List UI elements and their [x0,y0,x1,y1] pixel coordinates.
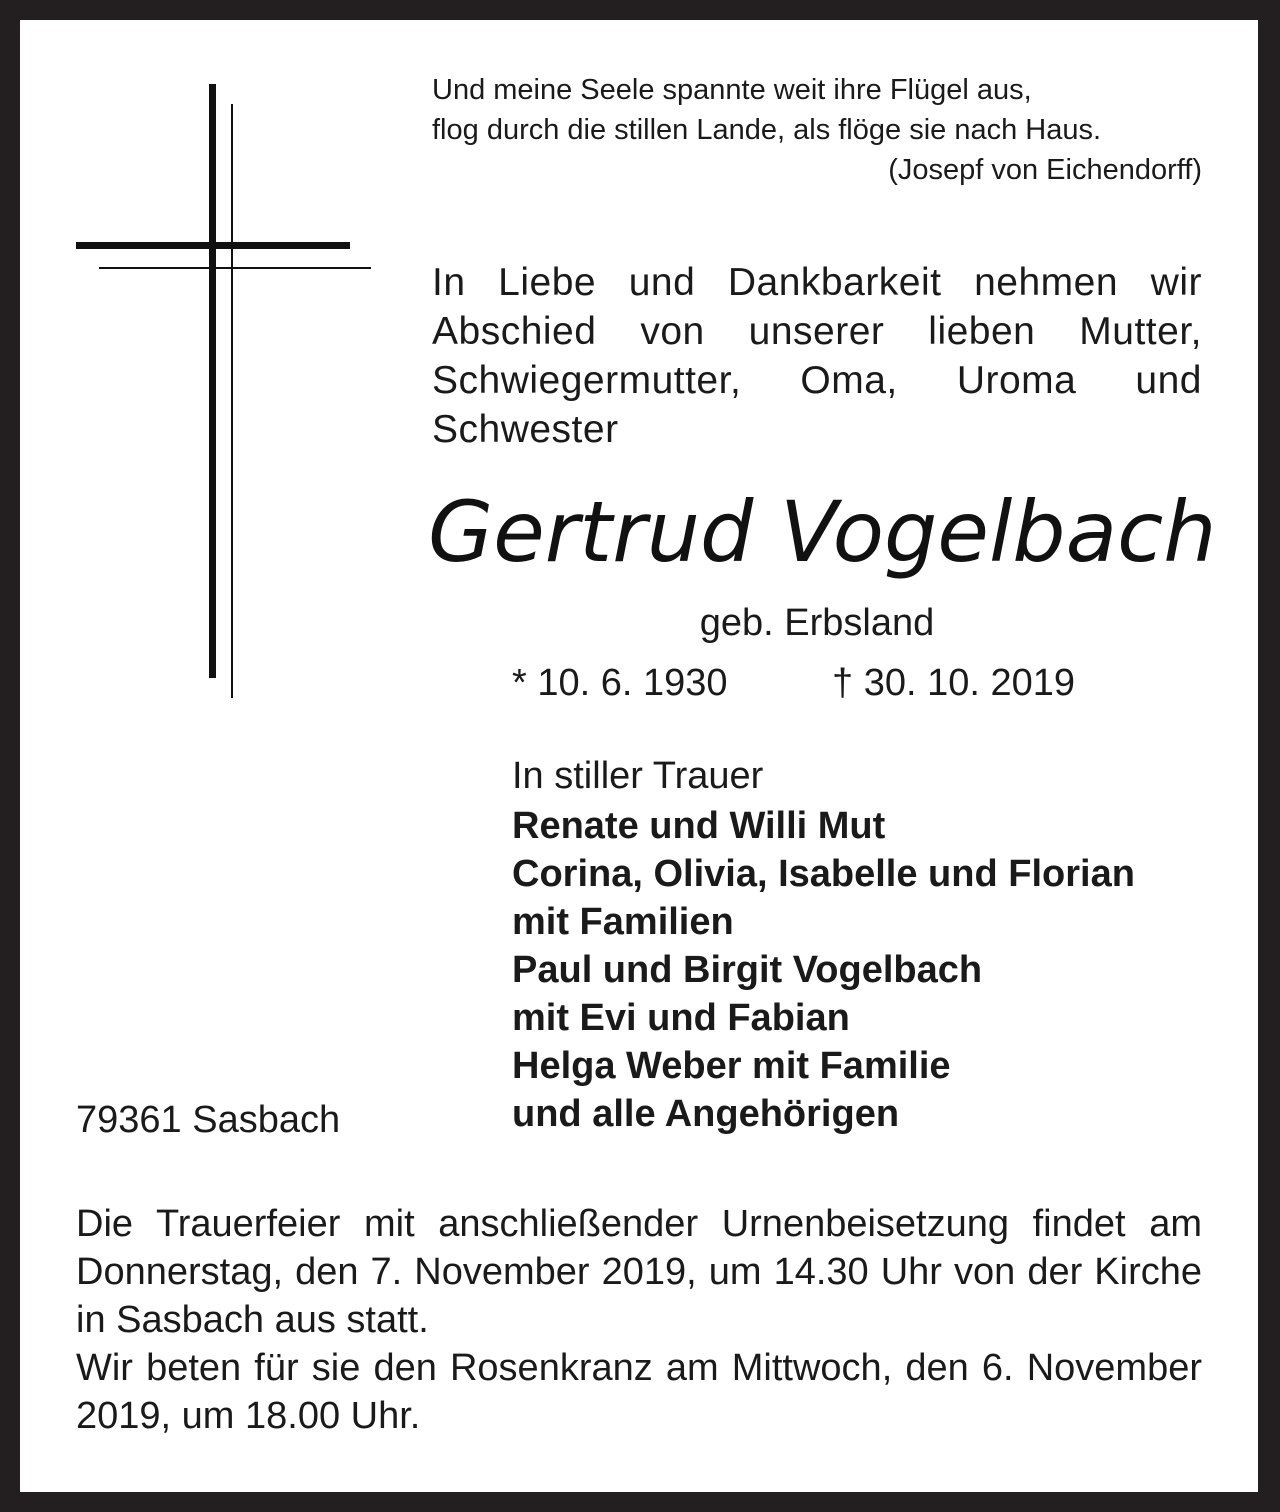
mourner-line: Renate und Willi Mut [512,805,886,847]
service-paragraph: Die Trauerfeier mit anschließender Urnenbeisetzung findet am Donnerstag, den 7. November 2019, um 14.30 Uhr von der Kirche in Sasbach aus statt. [76,1203,1202,1341]
mourner-line: Helga Weber mit Familie [512,1045,951,1087]
town-address: 79361 Sasbach [76,1099,341,1141]
rosary-paragraph: Wir beten für sie den Rosenkranz am Mittwoch, den 6. November 2019, um 18.00 Uhr. [76,1347,1202,1437]
birth-date: * 10. 6. 1930 [512,662,728,704]
cross-vertical-line [231,104,233,698]
mourners-block [512,752,1212,1138]
cross-horizontal-bar [76,242,350,249]
mourner-line: Paul und Birgit Vogelbach [512,949,983,991]
quote-line: Und meine Seele spannte weit ihre Flügel aus, [432,74,1032,106]
mourner-line: Corina, Olivia, Isabelle und Florian [512,853,1135,895]
service-details [76,1200,1202,1440]
deceased-name: Gertrud Vogelbach [428,483,1217,581]
cross-horizontal-line [99,267,371,269]
mourner-line: und alle Angehörigen [512,1093,900,1135]
cross-vertical-bar [209,84,216,678]
birth-name: geb. Erbsland [699,602,935,644]
death-date: † 30. 10. 2019 [832,662,1075,704]
mourning-heading: In stiller Trauer [512,755,764,797]
intro-text: In Liebe und Dankbarkeit nehmen wir Abschied von unserer lieben Mutter, Schwiegermutter, Oma, Uroma und Schwester [432,261,1202,451]
obituary-notice [20,20,1258,1492]
quote-author: (Josepf von Eichendorff) [888,154,1202,186]
quote-line: flog durch die stillen Lande, als flöge sie nach Haus. [432,114,1102,146]
poem-quote [432,70,1202,190]
mourner-line: mit Familien [512,901,734,943]
mourner-line: mit Evi und Fabian [512,997,850,1039]
